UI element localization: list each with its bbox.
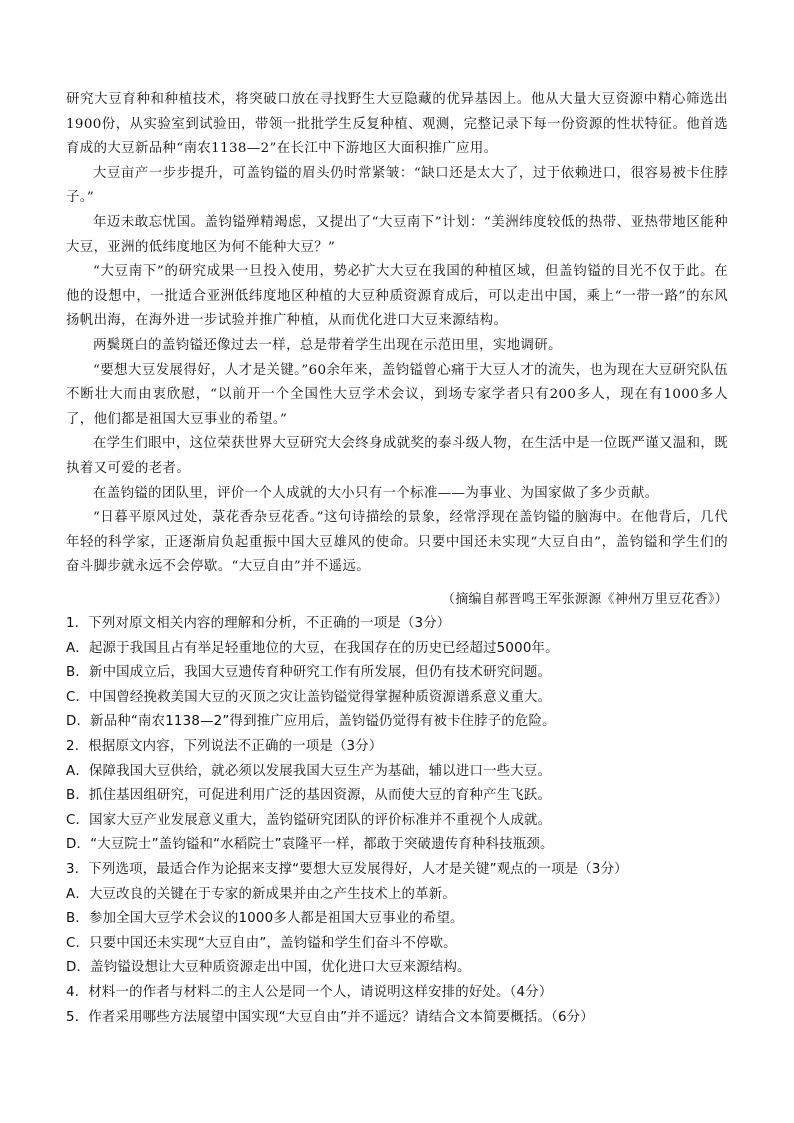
option-line: C．中国曾经挽救美国大豆的灭顶之灾让盖钧镒觉得掌握种质资源谱系意义重大。: [66, 689, 552, 705]
source-citation: （摘编自郝晋鸣王军张源源《神州万里豆花香》）: [441, 592, 728, 607]
option-line: B．抓住基因组研究，可促进利用广泛的基因资源，从而使大豆的育种产生飞跃。: [66, 788, 552, 804]
question-line: 5．作者采用哪些方法展望中国实现“大豆自由”并不遥远？请结合文本简要概括。（6分）: [66, 1009, 594, 1025]
question-line: 2．根据原文内容，下列说法不正确的一项是（3分）: [66, 738, 383, 754]
passage-paragraph: 在盖钧镒的团队里，评价一个人成就的大小只有一个标准——为事业、为国家做了多少贡献。: [93, 485, 659, 501]
question-line: 3．下列选项，最适合作为论据来支撑“要想大豆发展得好，人才是关键”观点的一项是（3分）: [66, 861, 628, 877]
option-line: B．新中国成立后，我国大豆遗传育种研究工作有所发展，但仍有技术研究问题。: [66, 665, 552, 681]
passage-paragraph: “大豆南下”的研究成果一旦投入使用，势必扩大大豆在我国的种植区域，但盖钧镒的目光不仅于此。在他的设想中，一批适合亚洲低纬度地区种植的大豆种质资源育成后，可以走出中国，乘上“一带一路”的东风扬帆出海，在海外进一步试验并推广种植，从而优化进口大豆来源结构。: [66, 264, 728, 329]
passage-paragraph: 大豆亩产一步步提升，可盖钧镒的眉头仍时常紧皱：“缺口还是太大了，过于依赖进口，很容易被卡住脖子。”: [66, 165, 728, 206]
passage-paragraph: 两鬓斑白的盖钧镒还像过去一样，总是带着学生出现在示范田里，实地调研。: [93, 337, 562, 353]
option-line: D．“大豆院士”盖钧镒和“水稻院士”袁隆平一样，都敢于突破遗传育种科技瓶颈。: [66, 837, 554, 853]
option-line: D．盖钧镒设想让大豆种质资源走出中国，优化进口大豆来源结构。: [66, 960, 471, 976]
option-line: A．起源于我国且占有举足轻重地位的大豆，在我国存在的历史已经超过5000年。: [66, 640, 559, 656]
passage-paragraph: 在学生们眼中，这位荣获世界大豆研究大会终身成就奖的泰斗级人物，在生活中是一位既严谨又温和，既执着又可爱的老者。: [66, 436, 728, 476]
question-line: 4．材料一的作者与材料二的主人公是同一个人，请说明这样安排的好处。（4分）: [66, 984, 553, 1000]
option-line: B．参加全国大豆学术会议的1000多人都是祖国大豆事业的希望。: [66, 911, 464, 927]
question-section: [66, 612, 728, 1030]
option-line: C．只要中国还未实现“大豆自由”，盖钧镒和学生们奋斗不停歇。: [66, 935, 457, 951]
passage-paragraph: 年迈未敢忘忧国。盖钧镒殚精竭虑，又提出了“大豆南下”计划：“美洲纬度较低的热带、亚热带地区能种大豆，亚洲的低纬度地区为何不能种大豆？”: [66, 214, 728, 255]
reading-passage: [66, 88, 728, 580]
passage-paragraph: “日暮平原风过处，菉花香杂豆花香。”这句诗描绘的景象，经常浮现在盖钧镒的脑海中。在他背后，几代年轻的科学家，正逐渐肩负起重振中国大豆雄风的使命。只要中国还未实现“大豆自由”，盖钧镒和学生们的奋斗脚步就永远不会停歇。“大豆自由”并不遥远。: [66, 510, 728, 575]
passage-paragraph: “要想大豆发展得好，人才是关键。”60余年来，盖钧镒曾心痛于大豆人才的流失，也为现在大豆研究队伍不断壮大而由衷欣慰，“以前开一个全国性大豆学术会议，到场专家学者只有200多人，现在有1000多人了，他们都是祖国大豆事业的希望。”: [66, 362, 728, 427]
option-line: A．保障我国大豆供给，就必须以发展我国大豆生产为基础，辅以进口一些大豆。: [66, 763, 552, 779]
passage-paragraph: 研究大豆育种和种植技术，将突破口放在寻找野生大豆隐藏的优异基因上。他从大量大豆资源中精心筛选出1900份，从实验室到试验田，带领一批批学生反复种植、观测，完整记录下每一份资源的性状特征。他首选育成的大豆新品种“南农1138—2”在长江中下游地区大面积推广应用。: [66, 92, 728, 157]
question-line: 1．下列对原文相关内容的理解和分析，不正确的一项是（3分）: [66, 616, 451, 631]
option-line: C．国家大豆产业发展意义重大，盖钧镒研究团队的评价标准并不重视个人成就。: [66, 812, 552, 828]
option-line: A．大豆改良的关键在于专家的新成果并由之产生技术上的革新。: [66, 886, 456, 902]
option-line: D．新品种“南农1138—2”得到推广应用后，盖钧镒仍觉得有被卡住脖子的危险。: [66, 714, 556, 730]
